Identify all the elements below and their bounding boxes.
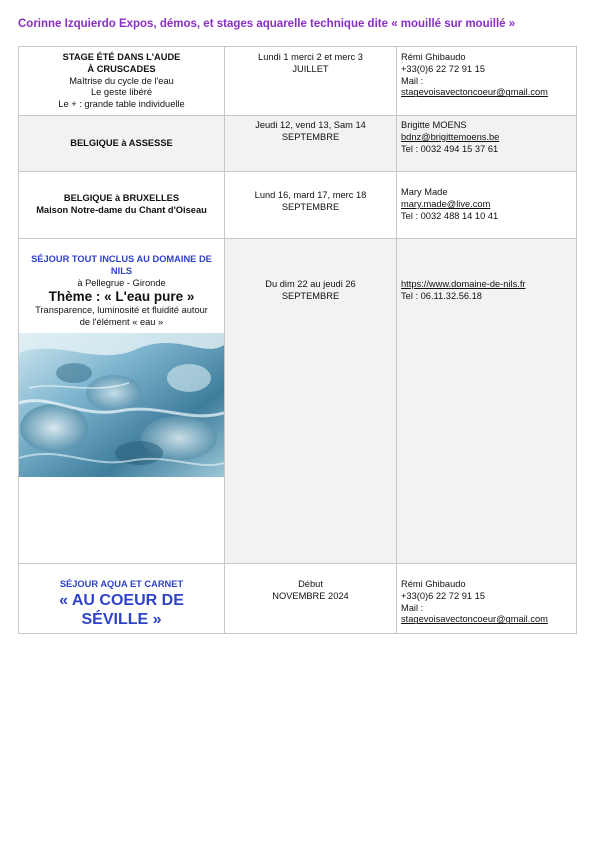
table-row — [19, 564, 577, 634]
contact-cell — [397, 47, 577, 116]
watercolor-water-painting — [19, 333, 224, 477]
place-line: SÉJOUR TOUT INCLUS AU DOMAINE DE — [31, 254, 212, 264]
place-line: SÉJOUR AQUA ET CARNET — [59, 579, 184, 589]
date-line: NOVEMBRE 2024 — [272, 590, 349, 601]
detail-line: Le geste libéré — [91, 87, 152, 98]
place-line: STAGE ÉTÉ DANS L'AUDE — [62, 52, 181, 62]
date-line: Jeudi 12, vend 13, Sam 14 — [255, 120, 366, 130]
contact-name: Brigitte MOENS — [401, 120, 467, 130]
table-row — [19, 116, 577, 172]
place-cell — [19, 116, 225, 172]
contact-email-link[interactable]: mary.made@live.com — [401, 199, 491, 210]
contact-phone: Tel : 06.11.32.56.18 — [401, 290, 482, 301]
schedule-table — [18, 46, 577, 634]
contact-cell — [397, 564, 577, 634]
place-cell — [19, 172, 225, 239]
date-line: SEPTEMBRE — [281, 290, 340, 301]
contact-name: Rémi Ghibaudo — [401, 579, 466, 589]
contact-email-link[interactable]: stagevoisavectoncoeur@gmail.com — [401, 614, 548, 625]
detail-line: de l'élément « eau » — [79, 317, 164, 328]
place-line: NILS — [110, 265, 133, 276]
contact-cell — [397, 116, 577, 172]
contact-email-link[interactable]: bdnz@brigittemoens.be — [401, 131, 500, 142]
contact-mail-label: Mail : — [401, 602, 424, 613]
date-line: JUILLET — [292, 63, 329, 74]
detail-line: Le + : grande table individuelle — [58, 99, 185, 110]
contact-website-link[interactable]: https://www.domaine-de-nils.fr — [401, 279, 526, 289]
contact-phone: Tel : 0032 494 15 37 61 — [401, 143, 499, 154]
date-cell — [225, 47, 397, 116]
place-line: BELGIQUE à ASSESSE — [70, 137, 173, 148]
place-line: À CRUSCADES — [87, 63, 156, 74]
theme-title: Thème : « L'eau pure » — [48, 289, 195, 305]
table-row — [19, 172, 577, 239]
contact-phone: Tel : 0032 488 14 10 41 — [401, 210, 499, 221]
contact-name: Rémi Ghibaudo — [401, 52, 466, 62]
date-cell — [225, 564, 397, 634]
place-line: BELGIQUE à BRUXELLES — [63, 193, 180, 204]
date-line: SEPTEMBRE — [281, 202, 340, 212]
contact-name: Mary Made — [401, 187, 448, 198]
contact-mail-label: Mail : — [401, 75, 424, 86]
place-line: Maison Notre-dame du Chant d'Oiseau — [36, 205, 207, 215]
event-big-title: « AU COEUR DE — [59, 591, 184, 609]
date-cell — [225, 239, 397, 564]
date-cell — [225, 116, 397, 172]
contact-email-link[interactable]: stagevoisavectoncoeur@gmail.com — [401, 87, 548, 98]
table-row — [19, 47, 577, 116]
contact-cell — [397, 172, 577, 239]
location-line: à Pellegrue - Gironde — [77, 277, 166, 288]
event-big-title: SÉVILLE » — [81, 610, 162, 628]
date-line: Lund 16, mard 17, merc 18 — [254, 190, 367, 201]
date-cell — [225, 172, 397, 239]
page-title: Corinne Izquierdo Expos, démos, et stages aquarelle technique dite « mouillé sur mouillé » — [18, 18, 516, 30]
date-line: Du dim 22 au jeudi 26 — [265, 279, 356, 289]
detail-line: Maîtrise du cycle de l'eau — [69, 75, 174, 86]
date-line: Lundi 1 merci 2 et merc 3 — [258, 52, 363, 62]
detail-line: Transparence, luminosité et fluidité autour — [35, 305, 208, 316]
table-row — [19, 239, 577, 564]
contact-phone: +33(0)6 22 72 91 15 — [401, 63, 485, 74]
contact-cell — [397, 239, 577, 564]
date-line: SEPTEMBRE — [281, 131, 340, 142]
place-cell — [19, 239, 225, 564]
contact-phone: +33(0)6 22 72 91 15 — [401, 590, 485, 601]
date-line: Début — [298, 579, 323, 589]
place-cell — [19, 564, 225, 634]
place-cell — [19, 47, 225, 116]
